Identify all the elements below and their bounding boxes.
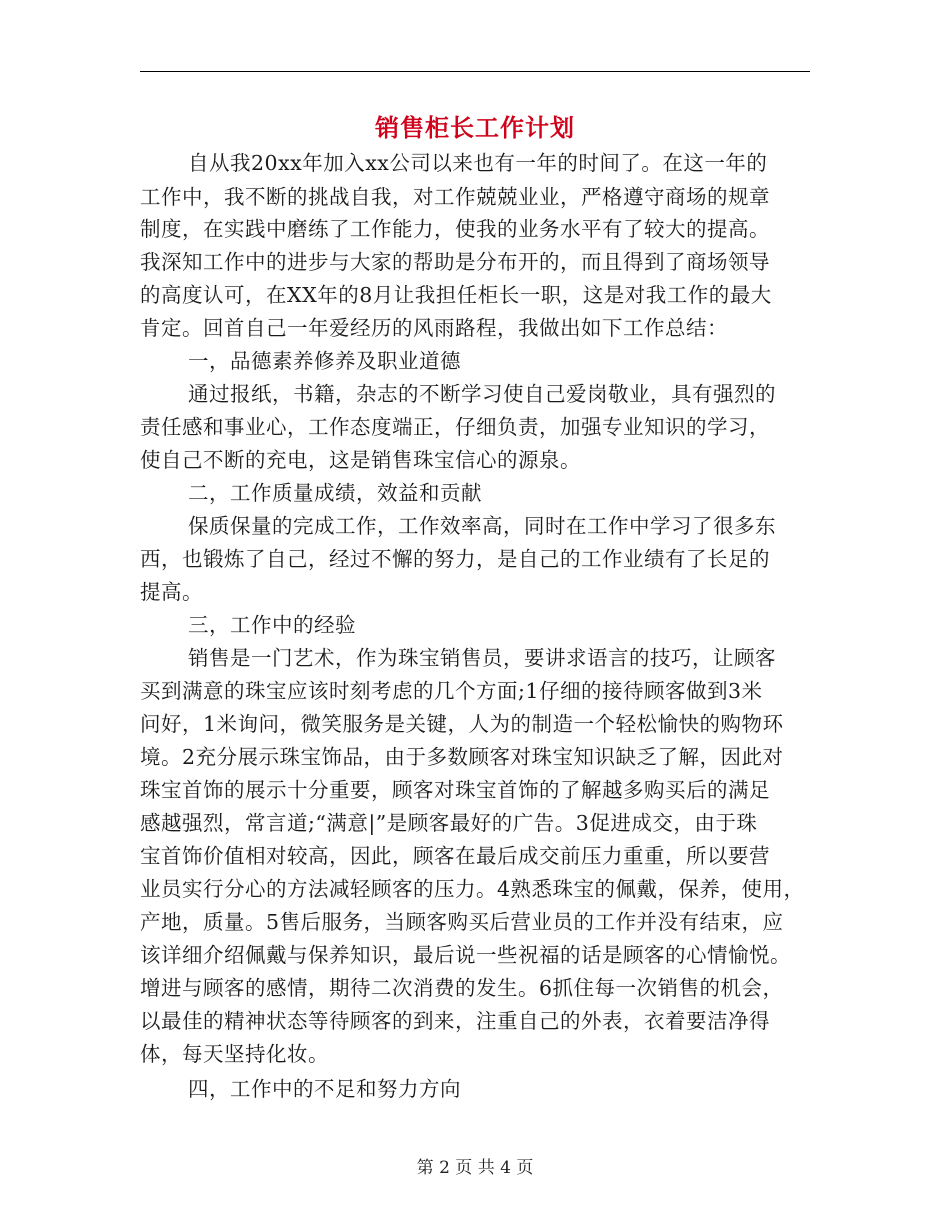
section-heading: 三，工作中的经验 xyxy=(188,613,356,637)
paragraph-line: 自从我20xx年加入xx公司以来也有一年的时间了。在这一年的 xyxy=(188,151,768,175)
paragraph-line: 增进与顾客的感情，期待二次消费的发生。6抓住每一次销售的机会， xyxy=(140,976,784,1000)
paragraph-line: 我深知工作中的进步与大家的帮助是分布开的，而且得到了商场领导 xyxy=(140,250,770,274)
paragraph-line: 该详细介绍佩戴与保养知识，最后说一些祝福的话是顾客的心情愉悦。 xyxy=(140,943,791,967)
paragraph-line: 体，每天坚持化妆。 xyxy=(140,1042,329,1066)
paragraph-line: 感越强烈，常言道;“满意|”是顾客最好的广告。3促进成交，由于珠 xyxy=(140,811,758,835)
document-title: 销售柜长工作计划 xyxy=(375,113,575,142)
paragraph-line: 工作中，我不断的挑战自我，对工作兢兢业业，严格遵守商场的规章 xyxy=(140,185,770,209)
paragraph-line: 问好，1米询问，微笑服务是关键，人为的制造一个轻松愉快的购物环 xyxy=(140,712,784,736)
paragraph-line: 通过报纸，书籍，杂志的不断学习使自己爱岗敬业，具有强烈的 xyxy=(188,382,776,406)
paragraph-line: 业员实行分心的方法减轻顾客的压力。4熟悉珠宝的佩戴，保养，使用， xyxy=(140,877,805,901)
paragraph-line: 宝首饰价值相对较高，因此，顾客在最后成交前压力重重，所以要营 xyxy=(140,844,770,868)
paragraph-line: 以最佳的精神状态等待顾客的到来，注重自己的外表，衣着要洁净得 xyxy=(140,1009,770,1033)
section-heading: 二，工作质量成绩，效益和贡献 xyxy=(188,481,482,505)
header-rule xyxy=(140,71,810,72)
section-heading: 四，工作中的不足和努力方向 xyxy=(188,1077,461,1101)
paragraph-line: 责任感和事业心，工作态度端正，仔细负责，加强专业知识的学习， xyxy=(140,415,770,439)
section-heading: 一，品德素养修养及职业道德 xyxy=(188,349,461,373)
paragraph-line: 买到满意的珠宝应该时刻考虑的几个方面;1仔细的接待顾客做到3米 xyxy=(140,679,763,703)
paragraph-line: 西，也锻炼了自己，经过不懈的努力，是自己的工作业绩有了长足的 xyxy=(140,547,770,571)
paragraph-line: 使自己不断的充电，这是销售珠宝信心的源泉。 xyxy=(140,448,581,472)
paragraph-line: 产地，质量。5售后服务，当顾客购买后营业员的工作并没有结束，应 xyxy=(140,910,784,934)
paragraph-line: 销售是一门艺术，作为珠宝销售员，要讲求语言的技巧，让顾客 xyxy=(188,646,776,670)
paragraph-line: 保质保量的完成工作，工作效率高，同时在工作中学习了很多东 xyxy=(188,514,776,538)
paragraph-line: 制度，在实践中磨练了工作能力，使我的业务水平有了较大的提高。 xyxy=(140,217,770,241)
paragraph-line: 肯定。回首自己一年爱经历的风雨路程，我做出如下工作总结： xyxy=(140,316,728,340)
paragraph-line: 的高度认可，在XX年的8月让我担任柜长一职，这是对我工作的最大 xyxy=(140,283,772,307)
paragraph-line: 提高。 xyxy=(140,580,203,604)
paragraph-line: 珠宝首饰的展示十分重要，顾客对珠宝首饰的了解越多购买后的满足 xyxy=(140,778,770,802)
page-number: 第 2 页 共 4 页 xyxy=(416,1158,534,1178)
paragraph-line: 境。2充分展示珠宝饰品，由于多数顾客对珠宝知识缺乏了解，因此对 xyxy=(140,745,784,769)
